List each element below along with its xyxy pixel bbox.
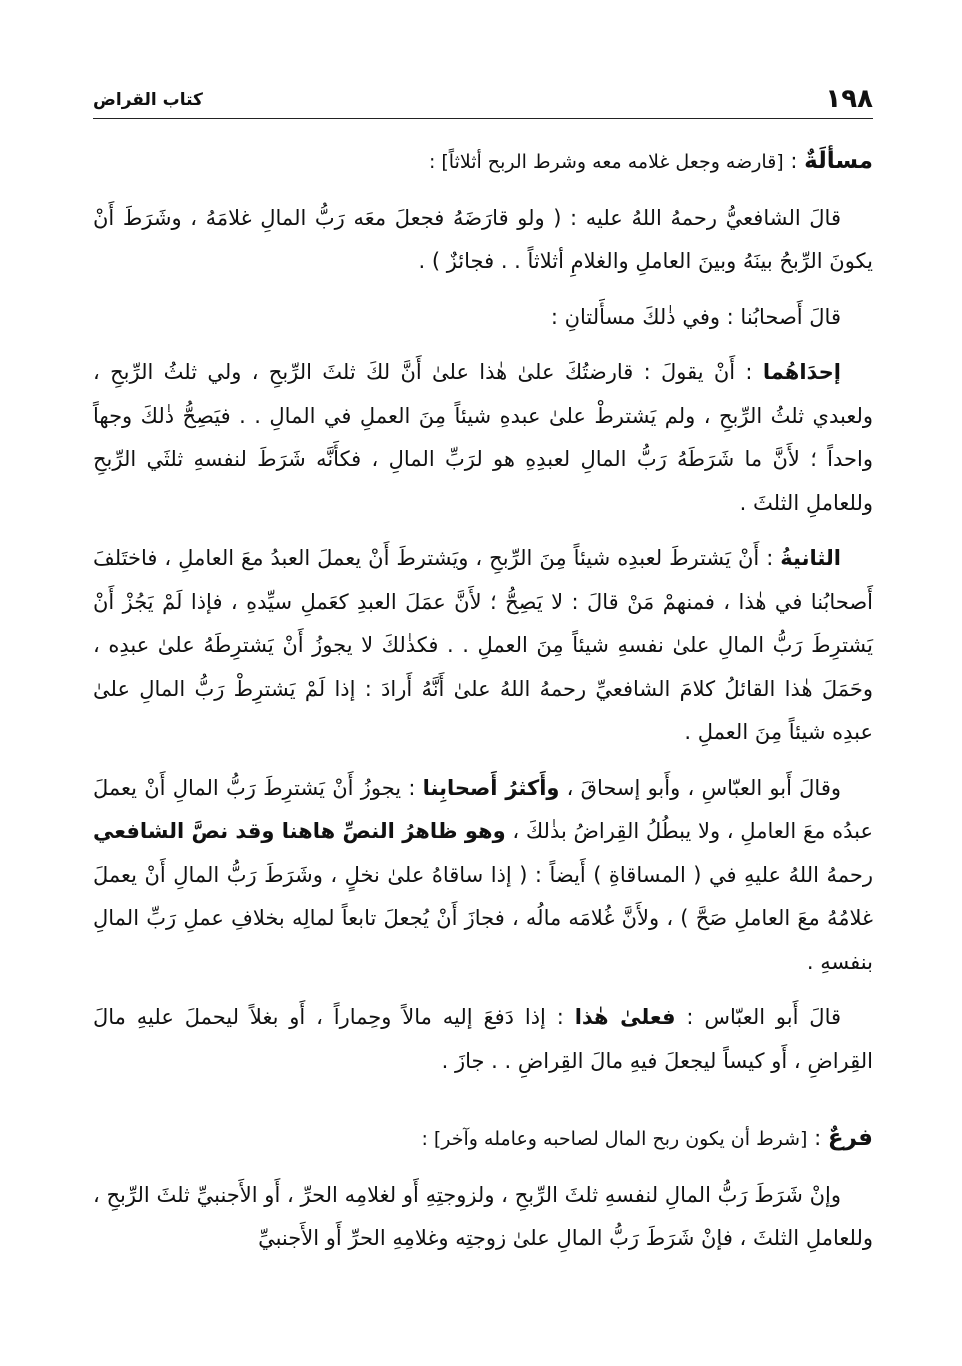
- paragraph-text: : أَنْ يقولَ : قارضتُكَ علىٰ هٰذا علىٰ أَنَّ لكَ ثلثَ الرِّبحِ ، ولي ثلثُ الرِّبحِ ، ولعبدي ثلثُ الرِّبحِ ، ولم يَشترطْ علىٰ عبدهِ شيئاً مِنَ العملِ في المالِ . . فيَصِحُّ ذٰلكَ وجهاً واحداً ؛ لأَنَّ ما شَرَطَهُ رَبُّ المالِ لعبدِهِ هو لرَبِّ المالِ ، فكأَنَّه شَرَطَ لنفسهِ ثلثَي الرِّبحِ وللعاملِ الثلثَ .: [93, 360, 873, 515]
- heading-separator: :: [783, 149, 805, 173]
- page-number: ١٩٨: [825, 84, 873, 114]
- paragraph-profit-condition: [93, 1174, 873, 1261]
- paragraph-text: وقالَ أَبو العبّاسِ ، وأَبو إسحاقَ ،: [559, 775, 842, 800]
- paragraph-text: قالَ أَبو العبّاس :: [675, 1005, 842, 1029]
- paragraph-lead: الثانيةُ: [780, 546, 841, 570]
- section-heading-far: [93, 1117, 873, 1162]
- paragraph-lead: إحدَاهُما: [762, 360, 841, 384]
- running-header: [93, 82, 873, 119]
- paragraph-bold: وأَكثرُ أَصحابِنا: [422, 775, 560, 800]
- paragraph-text: وإنْ شَرَطَ رَبُّ المالِ لنفسهِ ثلثَ الرِّبحِ ، ولزوجتِهِ أَو لغلامِه الحرِّ ، أَو الأَجنبيِّ ثلثَ الرِّبحِ ، وللعاملِ الثلثَ ، فإنْ شَرَطَ رَبُّ المالِ علىٰ زوجتِه وغلامِهِ الحرِّ أَو الأَجنبيِّ: [93, 1182, 873, 1250]
- paragraph-abu-abbas-example: [93, 996, 873, 1083]
- paragraph-first-issue: [93, 351, 873, 525]
- paragraph-two-issues: [93, 296, 873, 340]
- heading-title: [شرط أن يكون ربح المال لصاحبه وعامله وآخر] :: [421, 1128, 808, 1150]
- paragraph-text: : إذا دَفعَ إليه مالاً وحِماراً ، أَو بغلاً ليحملَ عليهِ مالَ القِراضِ ، أَو كيساً ليجعلَ فيهِ مالَ القِراضِ . . جازَ .: [93, 1005, 873, 1073]
- heading-title: [قارضه وجعل غلامه معه وشرط الربح أثلاثاً] :: [428, 151, 784, 173]
- body-text: [93, 140, 873, 1273]
- section-gap: [93, 1095, 873, 1117]
- paragraph-text: قالَ الشافعيُّ رحمهُ اللهُ عليه : ( ولو قارَضَهُ فجعلَ معَه رَبُّ المالِ غلامَهُ ، وشَرَطَ أَنْ يكونَ الرِّبحُ بينَهُ وبينَ العاملِ والغلامِ أثلاثاً . . فجائزٌ ) .: [93, 205, 873, 273]
- heading-separator: :: [807, 1126, 828, 1150]
- paragraph-text: رحمهُ اللهُ عليهِ في ( المساقاةِ ) أَيضاً : ( إذا ساقاهُ علىٰ نخلٍ ، وشَرَطَ رَبُّ المالِ أَنْ يعملَ غلامُهُ معَ العاملِ صَحَّ ) ، ولأَنَّ غُلامَه مالُه ، فجازَ أَنْ يُجعلَ تابعاً لمالِه بخلافِ عملِ رَبِّ المالِ بنفسهِ .: [93, 862, 873, 974]
- heading-label: فرعٌ: [827, 1125, 873, 1151]
- paragraph-text: : أَنْ يَشترطَ لعبدِه شيئاً مِنَ الرِّبحِ ، ويَشترطَ أَنْ يعملَ العبدُ معَ العاملِ ، فاختَلفَ أَصحابُنا في هٰذا ، فمنهمْ مَنْ قالَ : لا يَصِحُّ ؛ لأَنَّ عمَلَ العبدِ كعَملِ سيِّدهِ ، فإذا لَمْ يَجُزْ أَنْ يَشترِطَ رَبُّ المالِ علىٰ نفسهِ شيئاً مِنَ العملِ . . فكذٰلكَ لا يجوزُ أَنْ يَشترِطَهُ علىٰ عبدِه ، وحَمَلَ هٰذا القائلُ كلامَ الشافعيِّ رحمهُ اللهُ علىٰ أَنَّهُ أَرادَ : إذا لَمْ يَشترِطْ رَبُّ المالِ علىٰ عبدِه شيئاً مِنَ العملِ .: [93, 546, 873, 744]
- book-title: كتاب القراض: [93, 90, 203, 110]
- paragraph-bold: فعلىٰ هٰذا: [574, 1005, 676, 1029]
- paragraph-text: قالَ أَصحابُنا : وفي ذٰلكَ مسأَلتانِ :: [550, 304, 841, 329]
- heading-label: مسألَةٌ: [804, 148, 873, 174]
- paragraph-abu-abbas: [93, 767, 873, 985]
- paragraph-shafii-quote: [93, 197, 873, 284]
- paragraph-second-issue: [93, 537, 873, 755]
- paragraph-text: : يجوزُ أَنْ يَشترِطَ رَبُّ المالِ أَنْ يعملَ عبدُه معَ العاملِ ، ولا يبطُلُ القِراضُ بذٰلكَ ،: [93, 775, 873, 843]
- paragraph-bold: وهو ظاهرُ النصِّ هاهنا وقد نصَّ الشافعي: [93, 819, 506, 843]
- section-heading-masala: [93, 140, 873, 185]
